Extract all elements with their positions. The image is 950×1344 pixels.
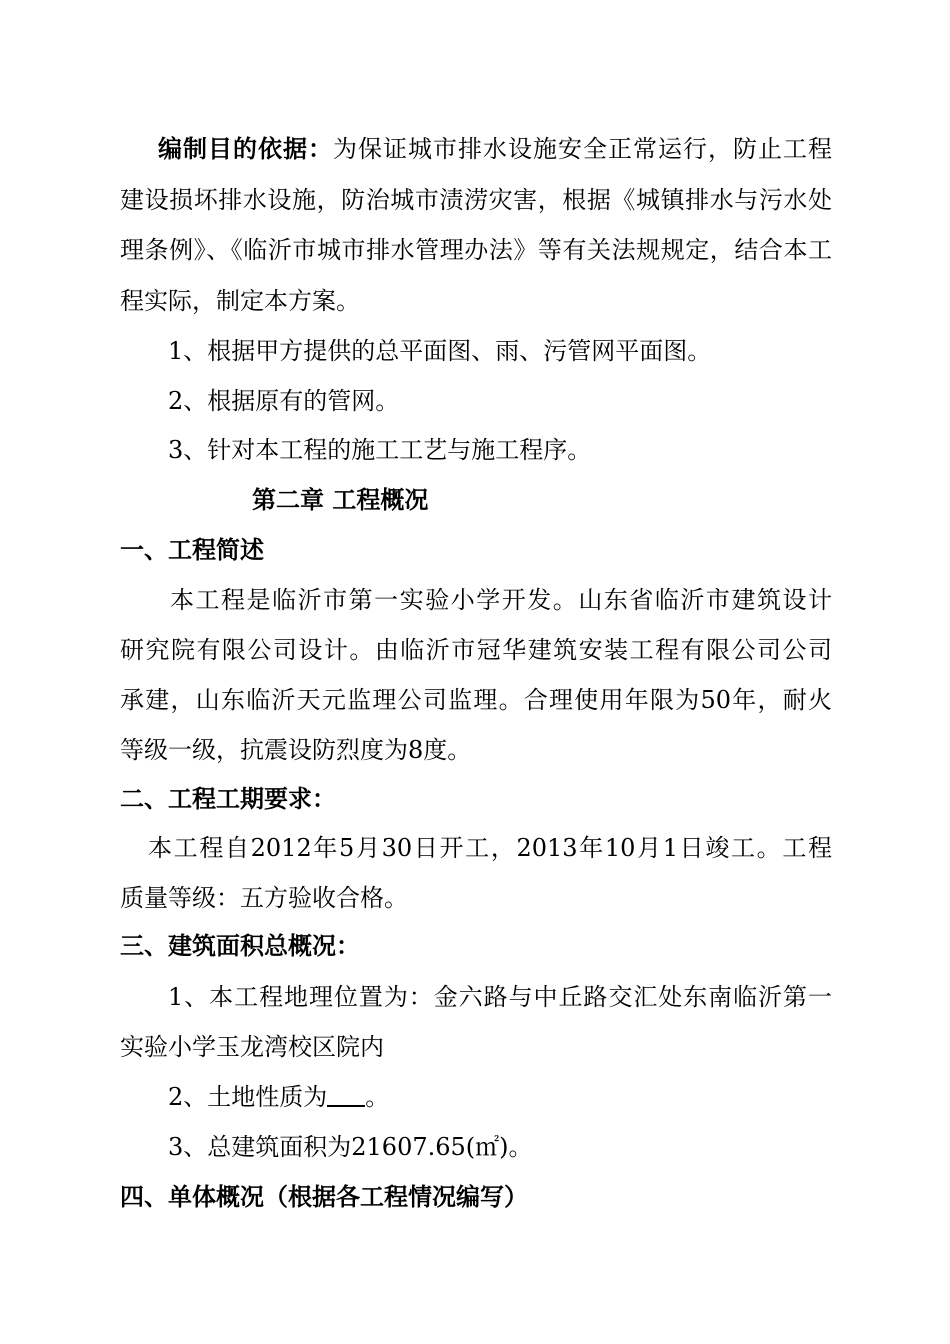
section-3-item-3: 3、总建筑面积为21607.65(㎡)。: [168, 1133, 533, 1161]
basis-line-2: 建设损坏排水设施，防治城市渍涝灾害，根据《城镇排水与污水处: [120, 186, 832, 214]
section-3-heading: 三、建筑面积总概况：: [120, 931, 360, 960]
basis-heading: 编制目的依据：: [158, 134, 333, 163]
section-2-heading: 二、工程工期要求：: [120, 784, 336, 813]
basis-line-1: [120, 132, 832, 166]
section-2-line-1: 本工程自2012年5月30日开工，2013年10月1日竣工。工程: [148, 834, 832, 862]
section-1-line-3: 承建，山东临沂天元监理公司监理。合理使用年限为50年，耐火: [120, 686, 832, 714]
section-1-heading: 一、工程简述: [120, 535, 264, 564]
basis-line-4: 程实际，制定本方案。: [120, 287, 360, 315]
section-2-line-2: 质量等级：五方验收合格。: [120, 884, 408, 912]
section-1-line-2: 研究院有限公司设计。由临沂市冠华建筑安装工程有限公司公司: [120, 636, 832, 664]
basis-item-1: 1、根据甲方提供的总平面图、雨、污管网平面图。: [168, 337, 712, 365]
section-4-heading: 四、单体概况（根据各工程情况编写）: [120, 1182, 528, 1211]
section-3-item-2: [168, 1080, 880, 1114]
basis-line-3: 理条例》、《临沂市城市排水管理办法》等有关法规规定，结合本工: [120, 236, 832, 264]
land-nature-label: 2、土地性质为: [168, 1083, 328, 1111]
section-3-item-1-line-1: 1、本工程地理位置为：金六路与中丘路交汇处东南临沂第一: [168, 983, 832, 1011]
basis-item-3: 3、针对本工程的施工工艺与施工程序。: [168, 436, 592, 464]
section-1-line-4: 等级一级，抗震设防烈度为8度。: [120, 736, 472, 764]
basis-item-2: 2、根据原有的管网。: [168, 387, 400, 415]
basis-text: 为保证城市排水设施安全正常运行，防止工程: [333, 135, 832, 163]
land-nature-blank: [327, 1083, 365, 1107]
section-1-line-1: 本工程是临沂市第一实验小学开发。山东省临沂市建筑设计: [170, 586, 832, 614]
chapter-title: 第二章 工程概况: [252, 485, 429, 514]
land-nature-end: 。: [365, 1083, 390, 1111]
section-3-item-1-line-2: 实验小学玉龙湾校区院内: [120, 1033, 384, 1061]
